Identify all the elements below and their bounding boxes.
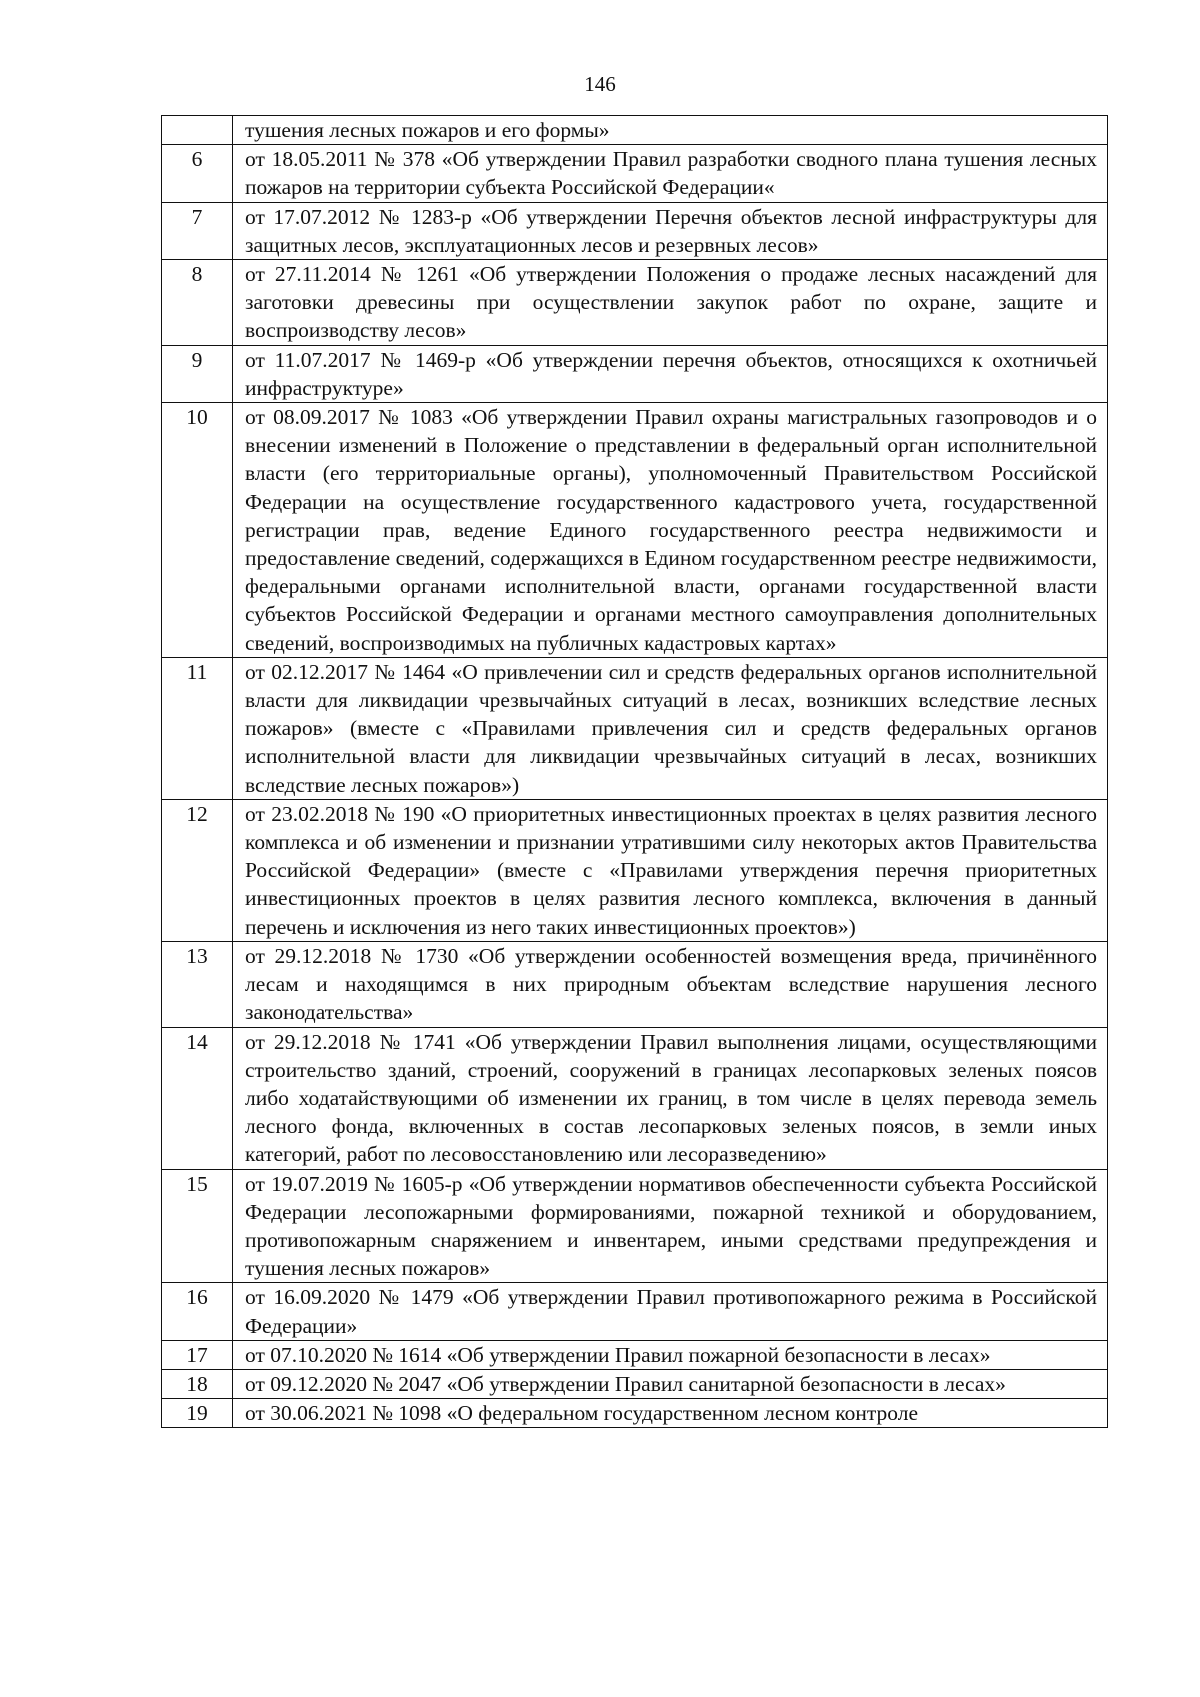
row-text: тушения лесных пожаров и его формы» [233,116,1108,145]
table-row [162,1399,1108,1428]
table-row [162,1369,1108,1398]
table-row [162,1169,1108,1283]
table-row [162,403,1108,658]
regulations-table-body [162,116,1108,1428]
row-text: от 18.05.2011 № 378 «Об утверждении Правил разработки сводного плана тушения лесных пожаров на территории субъекта Российской Федерации« [233,145,1108,202]
row-text: от 19.07.2019 № 1605-р «Об утверждении нормативов обеспеченности субъекта Российской Федерации лесопожарными формированиями, пожарной техникой и оборудованием, противопожарным снаряжением и инвентарем, иными средствами предупреждения и тушения лесных пожаров» [233,1169,1108,1283]
table-row [162,657,1108,799]
row-number: 14 [162,1027,233,1169]
table-row [162,941,1108,1027]
table-row [162,260,1108,346]
row-text: от 11.07.2017 № 1469-р «Об утверждении перечня объектов, относящихся к охотничьей инфраструктуре» [233,345,1108,402]
row-number: 19 [162,1399,233,1428]
row-number: 8 [162,260,233,346]
page-number: 146 [584,72,616,96]
table-row [162,799,1108,941]
table-row [162,116,1108,145]
row-text: от 27.11.2014 № 1261 «Об утверждении Положения о продаже лесных насаждений для заготовки древесины при осуществлении закупок работ по охране, защите и воспроизводству лесов» [233,260,1108,346]
row-number: 15 [162,1169,233,1283]
row-number: 10 [162,403,233,658]
row-number: 18 [162,1369,233,1398]
row-number: 13 [162,941,233,1027]
row-text: от 17.07.2012 № 1283-р «Об утверждении Перечня объектов лесной инфраструктуры для защитных лесов, эксплуатационных лесов и резервных лесов» [233,202,1108,259]
row-number: 9 [162,345,233,402]
row-text: от 16.09.2020 № 1479 «Об утверждении Правил противопожарного режима в Российской Федерации» [233,1283,1108,1340]
row-number: 16 [162,1283,233,1340]
row-number: 6 [162,145,233,202]
row-number: 7 [162,202,233,259]
table-row [162,145,1108,202]
table-row [162,1340,1108,1369]
row-text: от 30.06.2021 № 1098 «О федеральном государственном лесном контроле [233,1399,1108,1428]
row-number: 11 [162,657,233,799]
row-text: от 07.10.2020 № 1614 «Об утверждении Правил пожарной безопасности в лесах» [233,1340,1108,1369]
table-row [162,345,1108,402]
table-row [162,1027,1108,1169]
row-text: от 29.12.2018 № 1730 «Об утверждении особенностей возмещения вреда, причинённого лесам и находящимся в них природным объектам вследствие нарушения лесного законодательства» [233,941,1108,1027]
row-text: от 09.12.2020 № 2047 «Об утверждении Правил санитарной безопасности в лесах» [233,1369,1108,1398]
row-number: 17 [162,1340,233,1369]
row-text: от 23.02.2018 № 190 «О приоритетных инвестиционных проектах в целях развития лесного комплекса и об изменении и признании утратившими силу некоторых актов Правительства Российской Федерации» (вместе с «Правилами утверждения перечня приоритетных инвестиционных проектов в целях развития лесного комплекса, включения в данный перечень и исключения из него таких инвестиционных проектов») [233,799,1108,941]
row-text: от 08.09.2017 № 1083 «Об утверждении Правил охраны магистральных газопроводов и о внесении изменений в Положение о представлении в федеральный орган исполнительной власти (его территориальные органы), уполномоченный Правительством Российской Федерации на осуществление государственного кадастрового учета, государственной регистрации прав, ведение Единого государственного реестра недвижимости и предоставление сведений, содержащихся в Едином государственном реестре недвижимости, федеральными органами исполнительной власти, органами государственной власти субъектов Российской Федерации и органами местного самоуправления дополнительных сведений, воспроизводимых на публичных кадастровых картах» [233,403,1108,658]
row-number: 12 [162,799,233,941]
table-row [162,1283,1108,1340]
table-row [162,202,1108,259]
regulations-table [161,115,1108,1428]
row-text: от 02.12.2017 № 1464 «О привлечении сил и средств федеральных органов исполнительной власти для ликвидации чрезвычайных ситуаций в лесах, возникших вследствие лесных пожаров» (вместе с «Правилами привлечения сил и средств федеральных органов исполнительной власти для ликвидации чрезвычайных ситуаций в лесах, возникших вследствие лесных пожаров») [233,657,1108,799]
row-text: от 29.12.2018 № 1741 «Об утверждении Правил выполнения лицами, осуществляющими строительство зданий, строений, сооружений в границах лесопарковых зеленых поясов либо ходатайствующими об изменении их границ, в том числе в целях перевода земель лесного фонда, включенных в состав лесопарковых зеленых поясов, в земли иных категорий, работ по лесовосстановлению или лесоразведению» [233,1027,1108,1169]
row-number [162,116,233,145]
